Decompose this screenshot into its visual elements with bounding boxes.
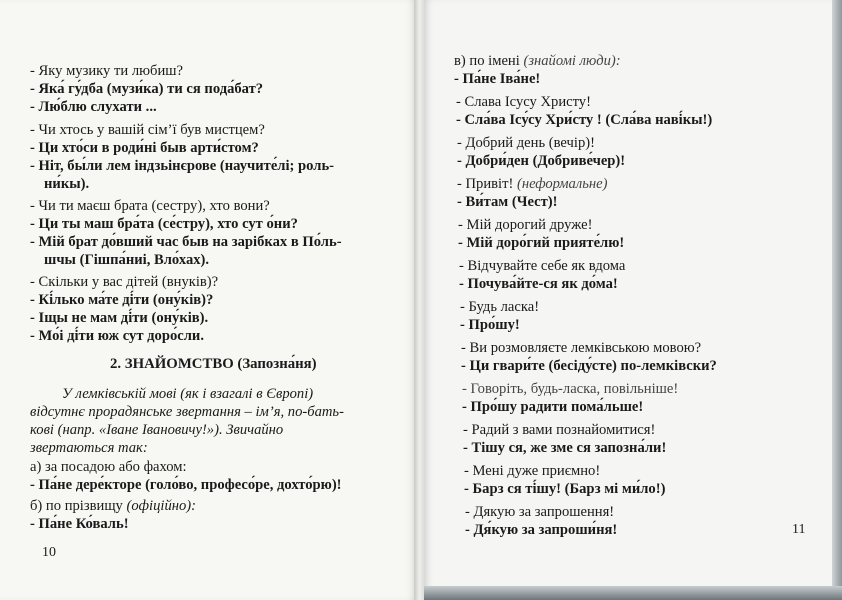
item-b-phrase: - Па́не Ко́валь! [30, 516, 129, 532]
page-number: 11 [792, 522, 806, 537]
answer-line: - Мо́і ді́ти юж сут доро́сли. [30, 328, 204, 344]
question-line: - Мені дуже приємно! [464, 463, 601, 479]
answer-line: - Сла́ва Ісу́су Хри́сту ! (Сла́ва наві́кы!) [456, 112, 713, 128]
answer-line: - Добри́ден (Добриве́чер)! [457, 153, 626, 169]
item-v-label-text: в) по імені [454, 53, 520, 69]
question-line: - Чи ти маєш брата (сестру), хто вони? [30, 198, 270, 214]
page-number: 10 [42, 545, 56, 560]
answer-line: - Па́не Іва́не! [454, 71, 541, 87]
answer-line: - Кі́лько ма́те ді́ти (ону́ків)? [30, 292, 214, 308]
item-a-label: а) за посадою або фахом: [30, 459, 187, 475]
question-line: - Дякую за запрошення! [465, 504, 615, 520]
item-v-note: (знайомі люди): [523, 53, 621, 69]
answer-line-continuation: ни́кы). [44, 176, 90, 192]
question-line: - Говоріть, будь-ласка, повільніше! [462, 381, 679, 397]
book-right-edge [832, 0, 842, 600]
answer-line: - Дя́кую за запроши́ня! [465, 522, 618, 538]
question-line [457, 175, 607, 193]
item-b-label [30, 497, 196, 515]
item-b-label-text: б) по прізвищу [30, 498, 123, 514]
question-text: - Привіт! [457, 176, 514, 192]
answer-line: - Лю́блю слухати ... [30, 99, 157, 115]
answer-line: - Ци гвари́те (бесіду́сте) по-лемківски? [461, 358, 717, 374]
question-line: - Яку музику ти любиш? [30, 63, 183, 79]
question-line: - Ви розмовляєте лемківською мовою? [461, 340, 702, 356]
item-b-note: (офіційно): [126, 498, 196, 514]
answer-line: - Про́шу! [460, 317, 520, 333]
item-v-label [454, 52, 621, 70]
right-page [424, 0, 842, 600]
section-heading: 2. ЗНАЙОМСТВО (Запозна́ня) [110, 356, 317, 372]
answer-line: - Барз ся ті́шу! (Барз мі ми́ло!) [464, 481, 666, 497]
question-line: - Скільки у вас дітей (внуків)? [30, 274, 219, 290]
question-line: - Добрий день (вечір)! [457, 135, 595, 151]
question-line: - Чи хтось у вашій сім’ї був мистцем? [30, 122, 265, 138]
paragraph-line: У лемківській мові (як і взагалі в Європі) [62, 386, 314, 402]
answer-line: - Мій доро́гий прияте́лю! [458, 235, 625, 251]
book-bottom-edge [424, 586, 842, 600]
answer-line: - Почува́йте-ся як до́ма! [459, 276, 618, 292]
answer-line: - Ци ты маш бра́та (се́стру), хто сут о́ни? [30, 216, 298, 232]
answer-line: - Про́шу радити пома́льше! [462, 399, 644, 415]
item-a-phrase: - Па́не дере́кторе (голо́во, професо́ре, дохто́рю)! [30, 477, 342, 493]
answer-line: - Мій брат до́вший час быв на зарібках в По́ль- [30, 234, 342, 250]
answer-line-continuation: шчы (Гішпа́ниі, Вло́хах). [44, 252, 210, 268]
paragraph-line: відсутнє прорадянське звертання – ім’я, по-бать- [30, 404, 344, 420]
answer-line: - Іщы не мам ді́ти (ону́ків). [30, 310, 209, 326]
answer-line: - Яка́ гу́дба (музи́ка) ти ся пода́бат? [30, 81, 264, 97]
answer-line: - Ци хто́си в роди́ні быв арти́стом? [30, 140, 259, 156]
question-line: - Радий з вами познайомитися! [463, 422, 656, 438]
question-line: - Слава Ісусу Христу! [456, 94, 591, 110]
question-line: - Будь ласка! [460, 299, 540, 315]
question-line: - Мій дорогий друже! [458, 217, 593, 233]
answer-line: - Тішу ся, же зме ся запозна́ли! [463, 440, 667, 456]
paragraph-line: кові (напр. «Іване Івановичу!»). Звичайно [30, 422, 284, 438]
left-page [0, 0, 416, 600]
answer-line: - Ніт, бы́ли лем індзьінєрове (научите́лі; роль- [30, 158, 335, 174]
question-line: - Відчувайте себе як вдома [459, 258, 626, 274]
register-note: (неформальне) [517, 176, 608, 192]
paragraph-line: звертаються так: [30, 440, 148, 456]
answer-line: - Ви́там (Чест)! [457, 194, 558, 210]
